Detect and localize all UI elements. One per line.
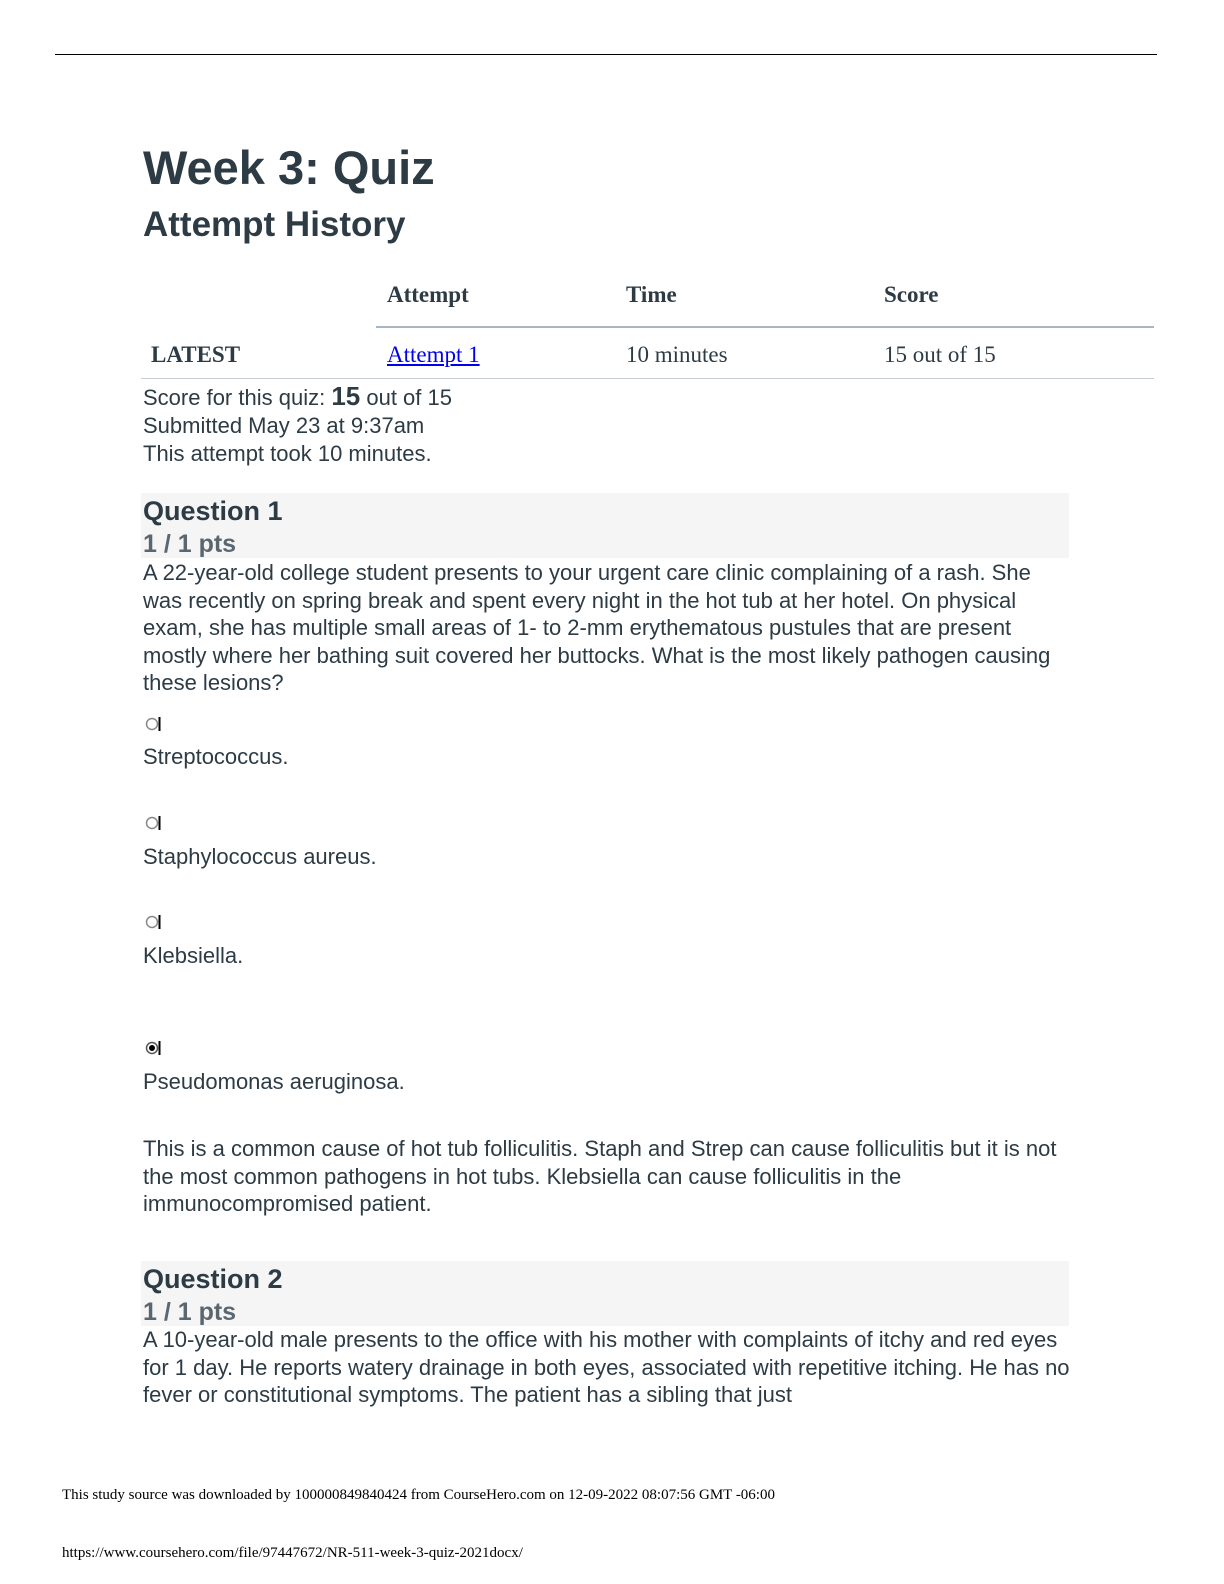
attempt-history-heading: Attempt History [143,205,406,244]
radio-unselected-icon[interactable] [145,914,161,930]
question-2-text: A 10-year-old male presents to the office with his mother with complaints of itchy and red eyes for 1 day. He reports watery drainage in both eyes, associated with repetitive itching. He has no fever or constitutional symptoms. The patient has a sibling that just [143,1327,1070,1408]
answer-option-selected: Pseudomonas aeruginosa. [143,1069,405,1094]
answer-option: Streptococcus. [143,744,289,769]
table-header [376,276,1154,328]
attempt-1-link[interactable]: Attempt 1 [387,342,480,367]
header-time: Time [626,282,677,307]
duration-line: This attempt took 10 minutes. [143,441,432,466]
score-value: 15 [331,381,361,411]
radio-unselected-icon[interactable] [145,815,161,831]
question-2-header [141,1261,1069,1326]
question-points: 1 / 1 pts [143,1298,237,1326]
download-source-note: This study source was downloaded by 100000849840424 from CourseHero.com on 12-09-2022 08:07:56 GMT -06:00 [62,1487,775,1503]
answer-explanation: This is a common cause of hot tub folliculitis. Staph and Strep can cause folliculitis but it is not the most common pathogens in hot tubs. Klebsiella can cause folliculitis in the immunocompromised patient. [143,1136,1057,1217]
attempt-history-table [141,276,1154,379]
radio-selected-icon[interactable] [145,1040,161,1056]
radio-unselected-icon[interactable] [145,716,161,732]
top-rule [55,54,1157,55]
score-line: Score for this quiz: 15 out of 15 [143,381,452,411]
latest-label: LATEST [151,342,241,367]
answer-option: Klebsiella. [143,943,244,968]
page-title: Week 3: Quiz [143,141,435,194]
submitted-line: Submitted May 23 at 9:37am [143,413,425,438]
question-1-text: A 22-year-old college student presents to your urgent care clinic complaining of a rash. She was recently on spring break and spent every night in the hot tub at her hotel. On physical exam, she has multiple small areas of 1- to 2-mm erythematous pustules that are present mostly where her bathing suit covered her buttocks. What is the most likely pathogen causing these lesions? [143,560,1051,696]
header-attempt: Attempt [387,282,469,307]
question-points: 1 / 1 pts [143,530,237,558]
question-title: Question 1 [143,496,283,526]
attempt-time: 10 minutes [626,342,728,367]
table-row [141,328,1154,379]
question-1-header [141,493,1069,558]
header-score: Score [884,282,939,307]
question-title: Question 2 [143,1264,283,1294]
quiz-summary [143,382,452,468]
attempt-score: 15 out of 15 [884,342,996,367]
answer-option: Staphylococcus aureus. [143,844,377,869]
source-url: https://www.coursehero.com/file/97447672/NR-511-week-3-quiz-2021docx/ [62,1545,523,1561]
